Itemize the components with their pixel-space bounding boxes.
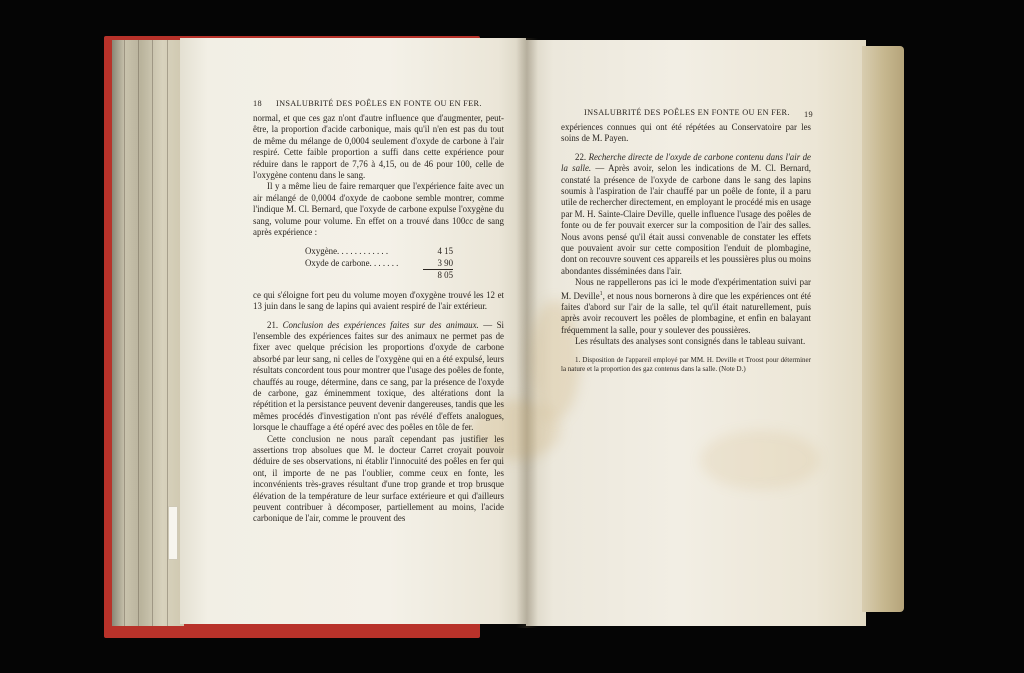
table-row-value: 4 15 [437, 246, 453, 257]
paragraph: Cette conclusion ne nous paraît cependant pas justifier les assertions trop absolues que M. le docteur Carret croyait pouvoir déduire de ses observations, ni établir l'innocuité des poêles en fer qui ont, il importe de ne pas l'oublier, comme ceux en fonte, les inconvénients très-graves résultant d'une trop grande et trop brusque élévation de la température de leur surface extérieure et qui d'ailleurs peuvent contribuer à décomposer, partiellement au moins, l'acide carbonique de l'air, comme le prouvent des [253, 433, 504, 524]
section-text: Après avoir, selon les indications de M. Cl. Bernard, constaté la présence de l'oxyde de carbone dans le sang des lapins soumis à l'aspiration de l'air chauffé par un poêle de fonte, il a paru utile de rechercher directement, en employant le procédé mis en usage par M. H. Sainte-Claire Deville, quelle influence l'usage des poêles de fonte ou de fer pouvait exercer sur la composition de l'air des salles. Nous avons pensé qu'il était aussi convenable de constater les effets que pouvaient avoir sur cette composition l'enduit de plombagine, dont on recouvre souvent ces appareils et les poussières plus ou moins abondantes disséminées dans l'air. [561, 163, 811, 276]
table-row-label: Oxyde de carbone. . . . . . . [305, 257, 399, 268]
paragraph-part: , et nous nous bornerons à dire que les expériences ont été faites d'abord sur l'air de la salle, tel qu'il était naturellement, puis après avoir recouvert les poêles de plombagine, et enfin en balayant fréquemment la salle, pour y soulever des poussières. [561, 290, 811, 335]
table-row [305, 258, 453, 269]
section-21 [253, 320, 504, 434]
paragraph: Il y a même lieu de faire remarquer que l'expérience faite avec un air mélangé de 0,0004 d'oxyde de caobone semble montrer, comme l'indique M. Cl. Bernard, que l'oxyde de carbone expulse l'oxygène du sang, volume pour volume. En effet on a trouvé dans 100cc de sang après expérience : [253, 181, 504, 238]
paragraph-part: Nous ne rappellerons pas ici le mode d'expérimentation suivi par M. Deville [561, 277, 811, 301]
paper-clip-mark [168, 506, 178, 560]
section-number: 21. [267, 319, 279, 330]
paragraph: Les résultats des analyses sont consignés dans le tableau suivant. [575, 336, 806, 347]
gas-table [305, 246, 453, 281]
section-title: Conclusion des expériences faites sur des animaux. [282, 319, 479, 330]
right-page-number: 19 [804, 110, 813, 119]
section-title: Recherche directe de l'oxyde de carbone contenu dans l'air de la salle. [561, 151, 812, 174]
paragraph: ce qui s'éloigne fort peu du volume moyen d'oxygène trouvé les 12 et 13 juin dans le sang de lapins qui avaient respiré de l'air extérieur. [253, 289, 504, 312]
footnote: 1. Disposition de l'appareil employé par MM. H. Deville et Troost pour déterminer la nature et la proportion des gaz contenus dans la salle. (Note D.) [561, 355, 811, 373]
section-22 [561, 152, 811, 277]
section-text: Si l'ensemble des expériences faites sur des animaux ne permet pas de fixer avec quelque précision les proportions d'oxyde de carbone absorbé par leur sang, ni celles de l'oxygène qui en a été expulsé, leurs résultats concordent tous pour montrer que l'usage des poêles de fonte, chauffés au rouge, détermine, dans ce sang, par la présence de l'oxyde de carbone, gaz éminemment toxique, des altérations dont la répétition et la persistance peuvent devenir dangereuses, tandis que les mêmes procédés d'investigation n'ont pas révélé d'effets analogues, lorsque le chauffage a été opéré avec des poêles en tôle de fer. [253, 319, 504, 433]
section-number: 22. [575, 151, 587, 162]
right-page-edges [862, 46, 904, 612]
section-dash: — [591, 163, 609, 174]
table-row [305, 246, 453, 257]
paragraph: expériences connues qui ont été répétées au Conservatoire par les soins de M. Payen. [561, 122, 811, 144]
footnote-ref: 1 [599, 290, 603, 297]
paragraph: normal, et que ces gaz n'ont d'autre influence que d'augmenter, peut-être, la proportion d'acide carbonique, mais qu'il n'en est pas du tout de même du mélange de 0,0004 seulement d'oxyde de carbone à l'air respiré. Cette faible proportion a suffi dans cette expérience pour réduire dans le rapport de 7,76 à 4,15, ou de 46 pour 100, celle de l'oxygène contenu dans le sang. [253, 113, 504, 181]
left-page-body [253, 113, 504, 525]
table-row-value: 3 90 [437, 257, 453, 268]
right-page-body [561, 122, 811, 374]
table-total-value: 8 05 [437, 270, 453, 281]
table-row-label: Oxygène. . . . . . . . . . . . [305, 246, 389, 257]
left-page-number: 18 [253, 99, 262, 108]
left-running-head: INSALUBRITÉ DES POÊLES EN FONTE OU EN FER. [276, 99, 482, 108]
right-running-head: INSALUBRITÉ DES POÊLES EN FONTE OU EN FER. [584, 108, 790, 117]
table-total [423, 269, 453, 281]
paragraph [561, 277, 811, 336]
section-dash: — [478, 319, 497, 330]
